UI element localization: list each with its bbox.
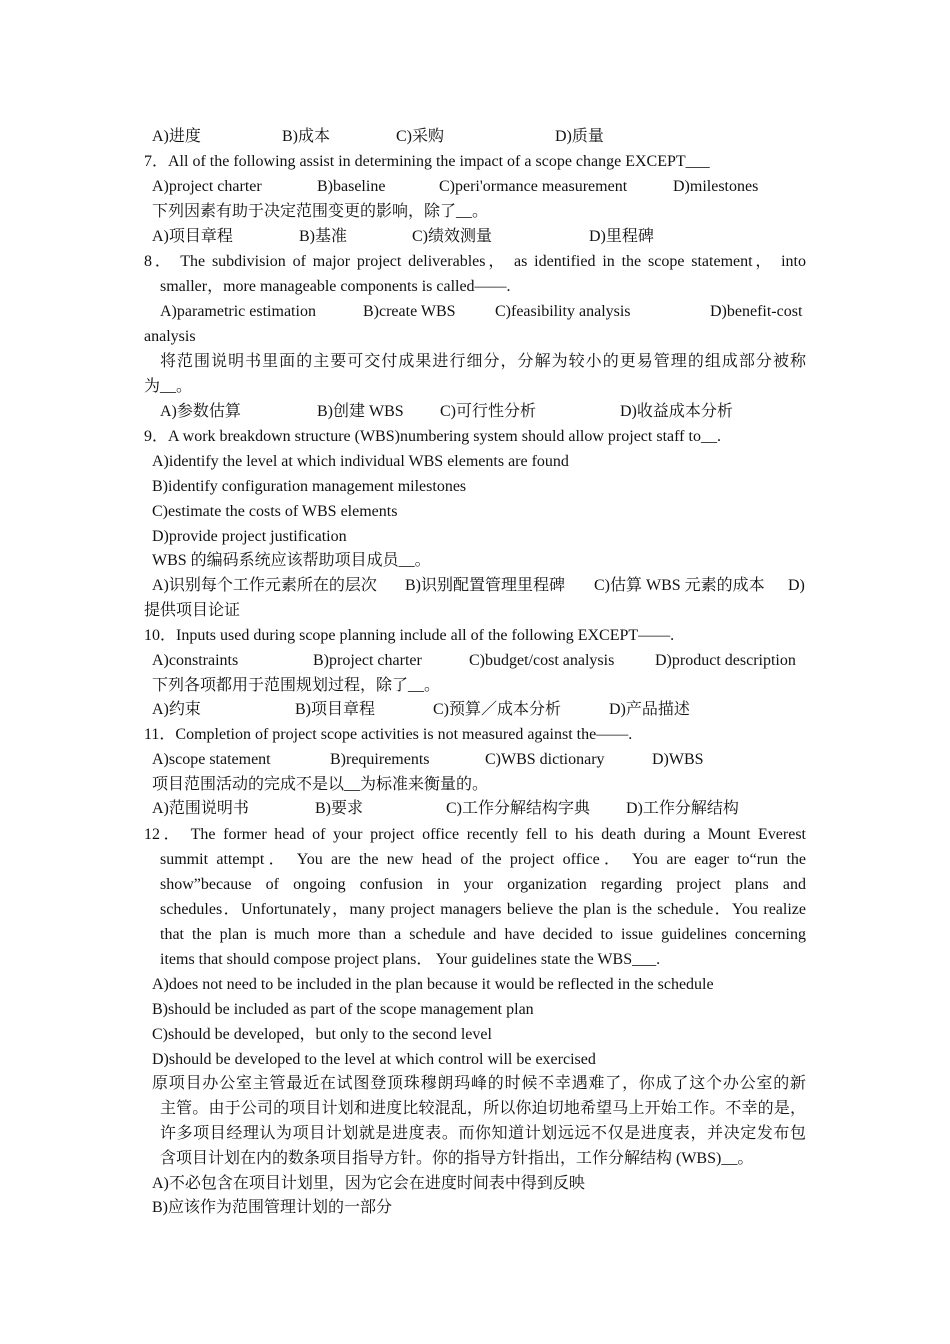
q12-stem-line-5: that the plan is much more than a schedule and have decided to issue guidelines concerning [160, 926, 806, 943]
option-b: B)创建 WBS [317, 403, 404, 420]
option-b: B)baseline [317, 178, 386, 195]
option-b: B)成本 [282, 128, 331, 145]
q9-options-cn-wrap: 提供项目论证 [144, 602, 241, 619]
option-b: B)requirements [330, 751, 430, 768]
option-a: A)项目章程 [152, 228, 233, 245]
q12-stem-cn-line-1: 原项目办公室主管最近在试图登顶珠穆朗玛峰的时候不幸遇难了，你成了这个办公室的新 [152, 1075, 806, 1092]
option-a: A)范围说明书 [152, 800, 249, 817]
option-c: C)工作分解结构字典 [446, 800, 591, 817]
option-c: C)预算／成本分析 [433, 701, 562, 718]
option-b: B)create WBS [363, 303, 456, 320]
q12-stem-cn-line-3: 许多项目经理认为项目计划就是进度表。而你知道计划远远不仅是进度表，并决定发布包 [160, 1125, 806, 1142]
q11-stem: 11．Completion of project scope activities is not measured against the——. [144, 726, 633, 743]
option-c: C)budget/cost analysis [469, 652, 615, 669]
option-d: D)里程碑 [589, 228, 654, 245]
option-b: B)project charter [313, 652, 422, 669]
option-c: C)WBS dictionary [485, 751, 605, 768]
option-d: D)WBS [652, 751, 704, 768]
option-c: C)绩效测量 [412, 228, 493, 245]
q12-stem-line-3: show”because of ongoing confusion in your organization regarding project plans and [160, 876, 806, 893]
option-c: C)feasibility analysis [495, 303, 631, 320]
option-c: C)peri'ormance measurement [439, 178, 628, 195]
q9-options-cn [0, 576, 950, 598]
q12-stem-line-2: summit attempt． You are the new head of the project office． You are eager to“run the [160, 851, 806, 868]
option-d: D)产品描述 [609, 701, 690, 718]
q6-options-cn [0, 127, 950, 149]
q8-options-wrap: analysis [144, 328, 196, 345]
q12-option-d: D)should be developed to the level at which control will be exercised [152, 1051, 596, 1068]
q12-option-a: A)does not need to be included in the plan because it would be reflected in the schedule [152, 976, 714, 993]
option-d: D)product description [655, 652, 796, 669]
q12-stem-cn-line-4: 含项目计划在内的数条项目指导方针。你的指导方针指出，工作分解结构 (WBS)__。 [160, 1150, 754, 1167]
q8-stem-line-2: smaller，more manageable components is called——. [160, 278, 511, 295]
q10-stem: 10．Inputs used during scope planning include all of the following EXCEPT——. [144, 627, 675, 644]
option-d: D) [788, 577, 805, 594]
q12-option-a-cn: A)不必包含在项目计划里，因为它会在进度时间表中得到反映 [152, 1175, 585, 1192]
q12-stem-line-1: 12． The former head of your project office recently fell to his death during a Mount Everest [144, 826, 806, 843]
q8-stem-cn-line-2: 为__。 [144, 378, 193, 395]
q12-option-b: B)should be included as part of the scope management plan [152, 1001, 534, 1018]
q10-options [0, 651, 950, 673]
option-a: A)constraints [152, 652, 239, 669]
q9-stem-cn: WBS 的编码系统应该帮助项目成员__。 [152, 552, 431, 569]
q12-stem-cn-line-2: 主管。由于公司的项目计划和进度比较混乱，所以你迫切地希望马上开始工作。不幸的是， [160, 1100, 806, 1117]
option-b: B)基准 [299, 228, 348, 245]
option-b: B)项目章程 [295, 701, 376, 718]
option-d: D)benefit-cost [710, 303, 803, 320]
option-b: B)识别配置管理里程碑 [405, 577, 566, 594]
q7-stem: 7．All of the following assist in determining the impact of a scope change EXCEPT___ [144, 153, 710, 170]
q12-stem-line-6: items that should compose project plans． Your guidelines state the WBS___. [160, 951, 661, 968]
option-b: B)要求 [315, 800, 364, 817]
option-a: A)识别每个工作元素所在的层次 [152, 577, 377, 594]
q9-option-b: B)identify configuration management milestones [152, 478, 467, 495]
q11-stem-cn: 项目范围活动的完成不是以__为标准来衡量的。 [152, 776, 489, 793]
q8-stem-line-1: 8． The subdivision of major project deliverables， as identified in the scope statement， into [144, 253, 806, 270]
option-c: C)采购 [396, 128, 445, 145]
q10-options-cn [0, 700, 950, 722]
q12-option-c: C)should be developed，but only to the second level [152, 1026, 492, 1043]
q7-options [0, 177, 950, 199]
q9-option-c: C)estimate the costs of WBS elements [152, 503, 398, 520]
q9-option-d: D)provide project justification [152, 528, 347, 545]
q8-options-cn [0, 402, 950, 424]
q7-stem-cn: 下列因素有助于决定范围变更的影响，除了__。 [152, 203, 489, 220]
q9-stem: 9．A work breakdown structure (WBS)numbering system should allow project staff to__. [144, 428, 721, 445]
option-a: A)参数估算 [160, 403, 241, 420]
q7-options-cn [0, 227, 950, 249]
option-a: A)约束 [152, 701, 201, 718]
option-a: A)parametric estimation [160, 303, 316, 320]
q9-option-a: A)identify the level at which individual WBS elements are found [152, 453, 569, 470]
option-c: C)可行性分析 [440, 403, 537, 420]
option-d: D)milestones [673, 178, 759, 195]
option-d: D)工作分解结构 [626, 800, 739, 817]
option-a: A)进度 [152, 128, 201, 145]
option-d: D)质量 [555, 128, 604, 145]
option-d: D)收益成本分析 [620, 403, 733, 420]
option-a: A)scope statement [152, 751, 271, 768]
q12-option-b-cn: B)应该作为范围管理计划的一部分 [152, 1199, 393, 1216]
q10-stem-cn: 下列各项都用于范围规划过程，除了__。 [152, 677, 441, 694]
q12-stem-line-4: schedules．Unfortunately，many project managers believe the plan is the schedule．You realize [160, 901, 806, 918]
q8-options [0, 302, 950, 324]
option-c: C)估算 WBS 元素的成本 [594, 577, 765, 594]
option-a: A)project charter [152, 178, 262, 195]
q8-stem-cn-line-1: 将范围说明书里面的主要可交付成果进行细分，分解为较小的更易管理的组成部分被称 [160, 353, 806, 370]
q11-options [0, 750, 950, 772]
q11-options-cn [0, 799, 950, 821]
